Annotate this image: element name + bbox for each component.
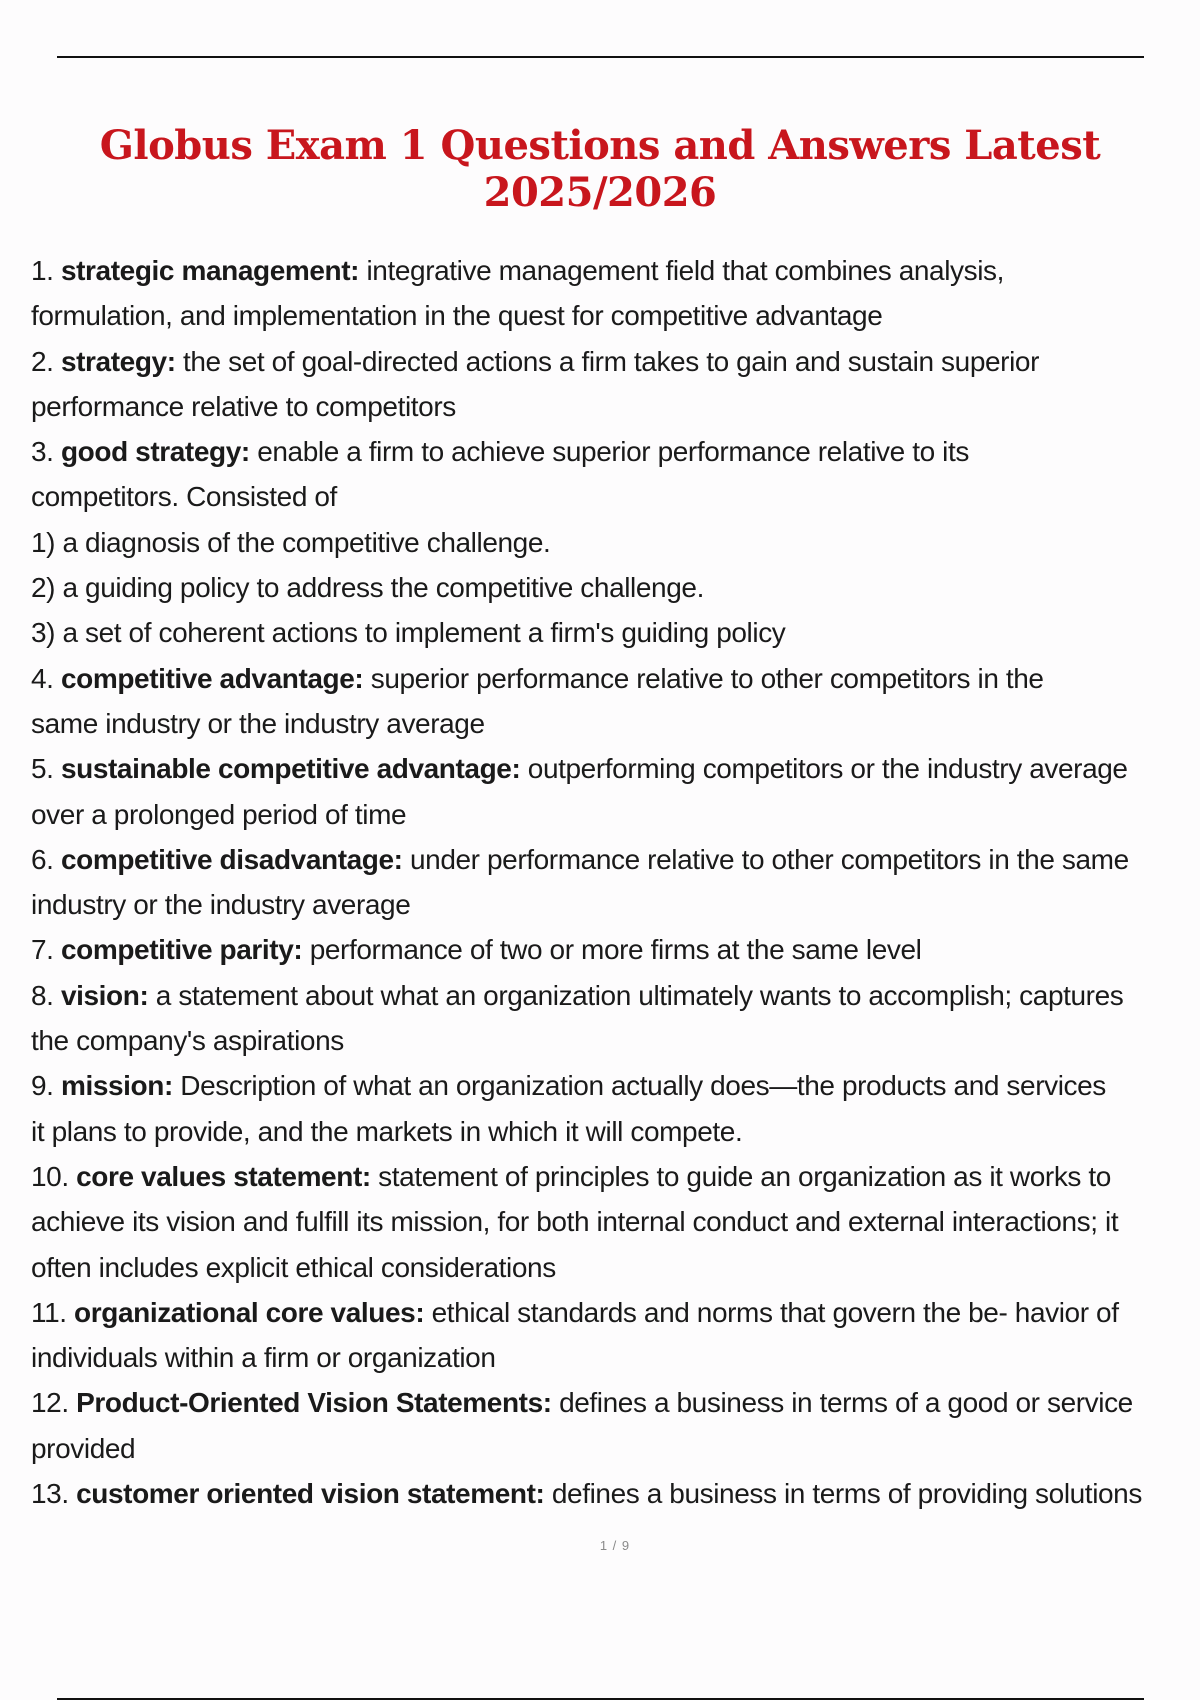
definition-text: superior performance relative to other competitors in the [363,662,1044,694]
item-number: 5. [31,753,54,785]
text-line [31,429,1191,474]
text-line [31,610,1191,655]
definition-text: individuals within a firm or organization [31,1342,496,1374]
definition-text: statement of principles to guide an organization as it works to [370,1160,1111,1192]
text-line [31,248,1191,293]
term-label: vision: [60,979,149,1011]
definition-text: 1) a diagnosis of the competitive challenge. [31,526,551,558]
text-line [31,1335,1191,1380]
text-line [31,1471,1191,1516]
item-number: 2. [31,345,54,377]
definition-text: enable a firm to achieve superior performance relative to its [249,436,969,468]
definition-text: same industry or the industry average [31,707,485,739]
text-line [31,837,1191,882]
definition-text: 2) a guiding policy to address the competitive challenge. [31,572,704,604]
item-number: 13. [31,1478,69,1510]
definition-text: ethical standards and norms that govern the be- havior of [424,1296,1119,1328]
term-label: organizational core values: [74,1296,425,1328]
definition-text: over a prolonged period of time [31,798,407,830]
qa-list [31,248,1191,1516]
definition-text: a statement about what an organization ultimately wants to accomplish; captures [148,979,1124,1011]
term-label: mission: [60,1070,173,1102]
definition-text: competitors. Consisted of [31,481,337,513]
page-number: 1 / 9 [599,1538,631,1553]
text-line [31,656,1191,701]
text-line [31,973,1191,1018]
definition-text: Description of what an organization actually does—the products and services [172,1070,1106,1102]
definition-text: outperforming competitors or the industry average [520,753,1128,785]
definition-text: defines a business in terms of a good or service [551,1387,1133,1419]
definition-text: achieve its vision and fulfill its mission, for both internal conduct and external interactions; it [31,1206,1119,1238]
term-label: competitive disadvantage: [60,843,403,875]
item-number: 7. [31,934,54,966]
text-line [31,339,1191,384]
definition-text: the set of goal-directed actions a firm takes to gain and sustain superior [175,345,1040,377]
item-number: 6. [31,843,54,875]
definition-text: often includes explicit ethical considerations [31,1251,556,1283]
text-line [31,384,1191,429]
text-line [31,1063,1191,1108]
definition-text: it plans to provide, and the markets in which it will compete. [31,1115,743,1147]
text-line [31,1245,1191,1290]
definition-text: performance relative to competitors [31,390,456,422]
term-label: competitive parity: [60,934,303,966]
text-line [31,474,1191,519]
item-number: 1. [31,255,54,286]
text-line [31,1380,1191,1425]
text-line [31,1290,1191,1335]
definition-text: industry or the industry average [31,889,411,921]
term-label: customer oriented vision statement: [76,1478,545,1510]
item-number: 10. [31,1160,69,1192]
text-line [31,746,1191,791]
definition-text: performance of two or more firms at the same level [302,934,922,966]
term-label: competitive advantage: [60,662,364,694]
item-number: 9. [31,1070,54,1102]
item-number: 8. [31,979,54,1011]
definition-text: formulation, and implementation in the quest for competitive advantage [31,300,883,332]
text-line [31,1018,1191,1063]
term-label: good strategy: [60,436,250,468]
definition-text: provided [31,1432,136,1464]
term-label: strategy: [60,345,176,377]
term-label: sustainable competitive advantage: [60,753,521,785]
item-number: 4. [31,662,54,694]
text-line [31,1109,1191,1154]
text-line [31,293,1191,338]
text-line [31,1199,1191,1244]
definition-text: under performance relative to other competitors in the same [402,843,1129,875]
definition-text: integrative management field that combines analysis, [359,255,1005,286]
definition-text: defines a business in terms of providing solutions [544,1478,1142,1510]
text-line [31,520,1191,565]
definition-text: the company's aspirations [31,1025,344,1057]
text-line [31,792,1191,837]
term-label: Product-Oriented Vision Statements: [76,1387,552,1419]
item-number: 12. [31,1387,69,1419]
text-line [31,565,1191,610]
term-label: core values statement: [76,1160,371,1192]
text-line [31,1154,1191,1199]
definition-text: 3) a set of coherent actions to implement a firm's guiding policy [31,617,786,649]
text-line [31,927,1191,972]
document-title: Globus Exam 1 Questions and Answers Latest 2025/2026 [99,122,1101,216]
text-line [31,1426,1191,1471]
text-line [31,882,1191,927]
text-line [31,701,1191,746]
term-label: strategic management: [60,255,360,286]
item-number: 3. [31,436,54,468]
item-number: 11. [31,1296,67,1328]
top-rule [57,56,1144,58]
